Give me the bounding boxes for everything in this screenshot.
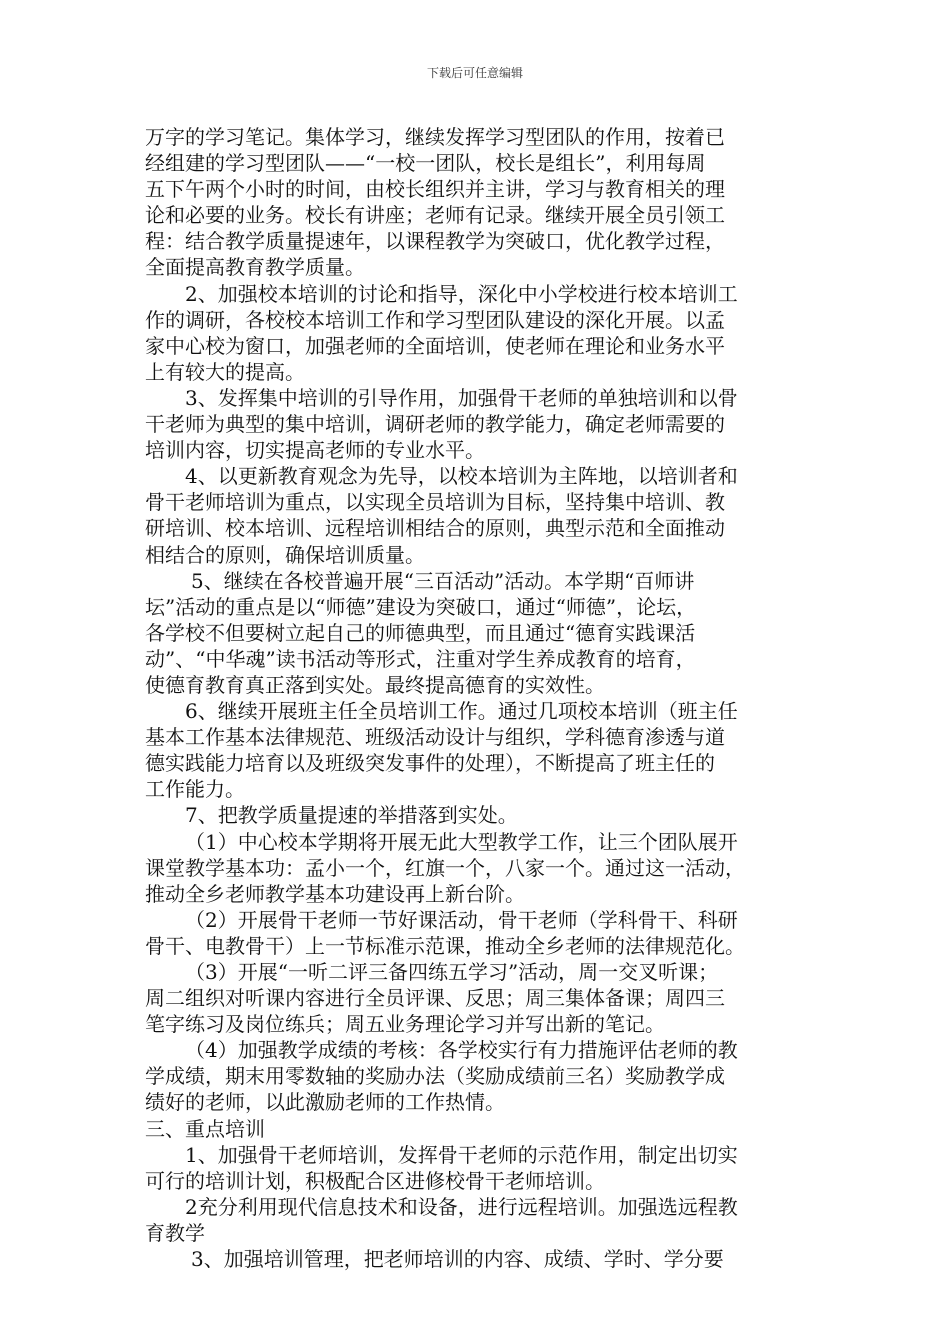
text-line: 7、把教学质量提速的举措落到实处。 [185,803,518,828]
text-line: 五下午两个小时的时间，由校长组织并主讲，学习与教育相关的理 [145,177,725,202]
text-line: 绩好的老师，以此激励老师的工作热情。 [145,1090,505,1115]
text-line: 骨干老师培训为重点，以实现全员培训为目标，坚持集中培训、教 [145,490,725,515]
text-line: 5、继续在各校普遍开展“三百活动”活动。本学期“百师讲 [191,568,695,593]
text-line: （1）中心校本学期将开展无此大型教学工作，让三个团队展开 [185,829,738,854]
text-line: 使德育教育真正落到实处。最终提高德育的实效性。 [145,672,605,697]
text-line: 坛”活动的重点是以“师德”建设为突破口，通过“师德”，论坛， [145,594,697,619]
text-line: （3）开展“一听二评三备四练五学习”活动，周一交叉听课； [185,960,719,984]
text-line: 周二组织对听课内容进行全员评课、反思；周三集体备课；周四三 [145,986,725,1011]
text-line: 2、加强校本培训的讨论和指导，深化中小学校进行校本培训工 [185,281,738,306]
text-line: 德实践能力培育以及班级突发事件的处理），不断提高了班主任的 [145,751,715,776]
text-line: 万字的学习笔记。集体学习，继续发挥学习型团队的作用，按着已 [145,125,725,149]
text-line: 论和必要的业务。校长有讲座；老师有记录。继续开展全员引领工 [145,203,725,228]
text-line: （2）开展骨干老师一节好课活动，骨干老师（学科骨干、科研 [185,907,738,932]
text-line: 家中心校为窗口，加强老师的全面培训，使老师在理论和业务水平 [145,333,725,358]
text-line: 相结合的原则，确保培训质量。 [145,542,425,567]
text-line: 研培训、校本培训、远程培训相结合的原则，典型示范和全面推动 [145,516,725,541]
text-line: 作的调研，各校校本培训工作和学习型团队建设的深化开展。以孟 [145,307,725,332]
text-line: 3、加强培训管理，把老师培训的内容、成绩、学时、学分要 [191,1247,724,1272]
text-line: （4）加强教学成绩的考核：各学校实行有力措施评估老师的教 [185,1038,738,1063]
text-line: 工作能力。 [145,777,245,802]
text-line: 培训内容，切实提高老师的专业水平。 [145,438,485,463]
text-line: 基本工作基本法律规范、班级活动设计与组织，学科德育渗透与道 [145,725,725,750]
text-line: 程：结合教学质量提速年，以课程教学为突破口，优化教学过程， [145,229,725,254]
text-line: 动”、“中华魂”读书活动等形式，注重对学生养成教育的培育， [145,646,696,671]
document-body [145,124,811,1272]
text-line: 学成绩，期末用零数轴的奖励办法（奖励成绩前三名）奖励教学成 [145,1064,725,1089]
text-line: 育教学 [145,1220,205,1245]
text-line: 3、发挥集中培训的引导作用，加强骨干老师的单独培训和以骨 [185,385,738,410]
text-line: 1、加强骨干老师培训，发挥骨干老师的示范作用，制定出切实 [185,1142,738,1167]
text-line: 各学校不但要树立起自己的师德典型，而且通过“德育实践课活 [145,620,696,645]
text-line: 可行的培训计划，积极配合区进修校骨干老师培训。 [145,1168,605,1193]
text-line: 6、继续开展班主任全员培训工作。通过几项校本培训（班主任 [185,699,738,724]
text-line: 干老师为典型的集中培训，调研老师的教学能力，确定老师需要的 [145,412,725,437]
text-line: 笔字练习及岗位练兵；周五业务理论学习并写出新的笔记。 [145,1012,665,1037]
page-header: 下载后可任意编辑 [426,66,523,80]
text-line: 三、重点培训 [145,1116,265,1141]
text-line: 2充分利用现代信息技术和设备，进行远程培训。加强选远程教 [185,1194,738,1219]
text-line: 4、以更新教育观念为先导，以校本培训为主阵地，以培训者和 [185,464,738,489]
text-line: 上有较大的提高。 [145,359,305,384]
text-line: 课堂教学基本功：孟小一个，红旗一个，八家一个。通过这一活动， [145,855,745,880]
text-line: 全面提高教育教学质量。 [145,255,365,280]
text-line: 骨干、电教骨干）上一节标准示范课，推动全乡老师的法律规范化。 [145,933,745,958]
text-line: 经组建的学习型团队——“一校一团队，校长是组长”，利用每周 [145,151,706,176]
text-line: 推动全乡老师教学基本功建设再上新台阶。 [145,881,525,906]
